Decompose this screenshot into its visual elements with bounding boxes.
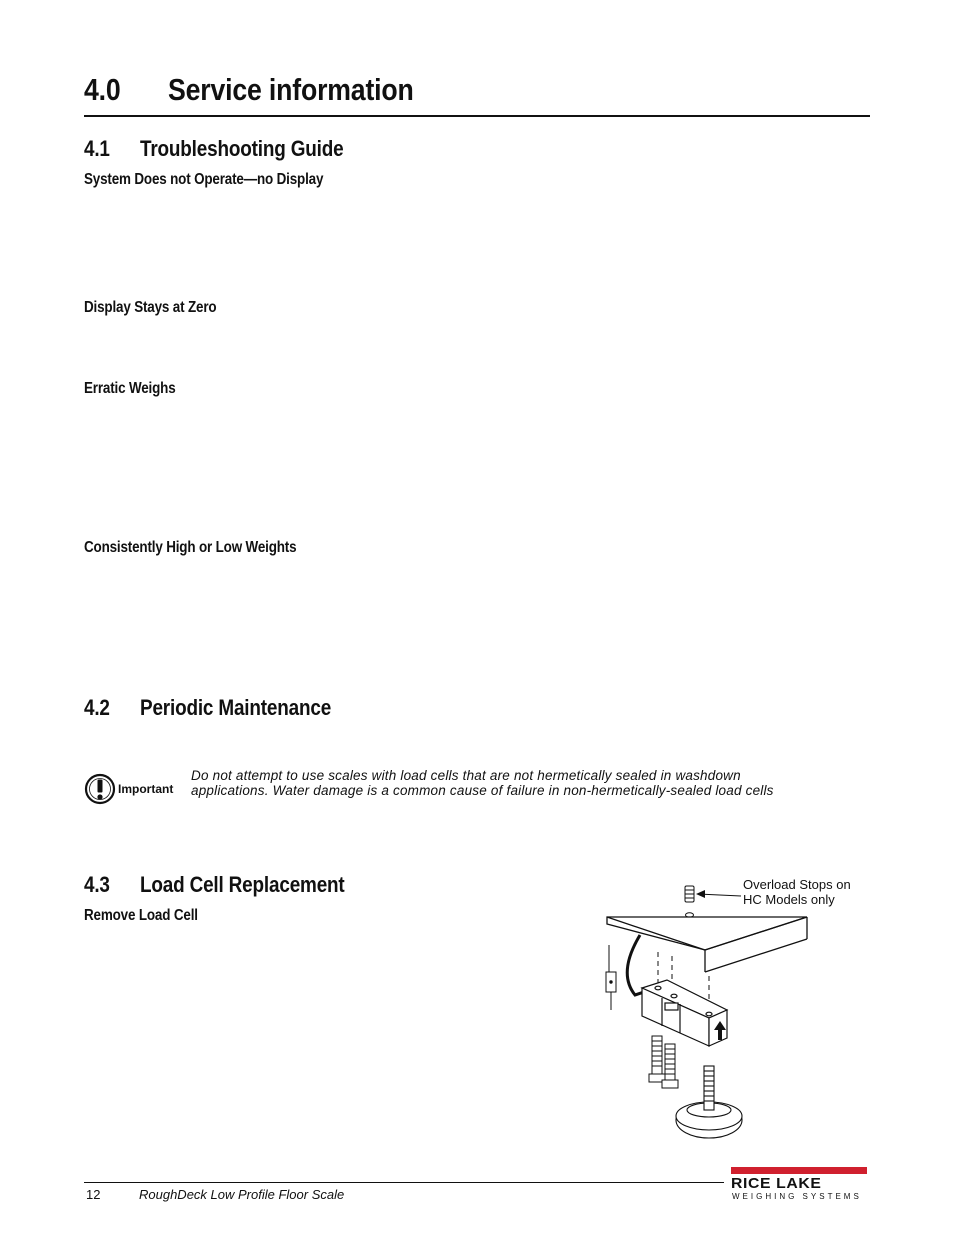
important-text-line: applications. Water damage is a common cause of failure in non-hermetically-sealed load cells: [191, 783, 774, 798]
section-number: 4.3: [84, 872, 110, 897]
mounting-bolts: [649, 1036, 678, 1088]
subheading-stays-zero: Display Stays at Zero: [84, 299, 217, 316]
rice-lake-logo: [731, 1167, 867, 1201]
subheading-high-low: Consistently High or Low Weights: [84, 539, 297, 556]
chapter-number: 4.0: [84, 72, 121, 107]
callout-line: HC Models only: [743, 892, 835, 907]
section-number: 4.1: [84, 136, 110, 161]
important-badge: [84, 773, 184, 805]
subheading-no-display: System Does not Operate—no Display: [84, 171, 324, 188]
important-label: Important: [118, 782, 174, 796]
section-title: Load Cell Replacement: [140, 872, 345, 897]
overload-stop-icon: [685, 886, 694, 917]
load-cell-diagram: [595, 880, 885, 1145]
chapter-rule: [84, 115, 870, 117]
chapter-title: Service information: [168, 72, 414, 107]
logo-name: RICE LAKE: [731, 1175, 822, 1192]
section-title: Troubleshooting Guide: [140, 136, 344, 161]
logo-bar: [731, 1167, 867, 1174]
logo-tagline: WEIGHING SYSTEMS: [732, 1192, 862, 1201]
important-text-line: Do not attempt to use scales with load cells that are not hermetically sealed in washdown: [191, 768, 741, 783]
subheading-remove-cell: Remove Load Cell: [84, 907, 198, 924]
leveling-foot: [676, 1066, 742, 1138]
important-text: [191, 768, 774, 798]
cable-tag: [606, 945, 616, 1010]
deck-corner: [607, 917, 807, 972]
exclamation-icon: [84, 773, 118, 805]
subheading-erratic: Erratic Weighs: [84, 380, 176, 397]
section-number: 4.2: [84, 695, 110, 720]
footer-rule: [84, 1182, 724, 1183]
doc-title: RoughDeck Low Profile Floor Scale: [139, 1187, 345, 1202]
callout-line: Overload Stops on: [743, 877, 851, 892]
section-title: Periodic Maintenance: [140, 695, 332, 720]
page-number: 12: [86, 1187, 101, 1202]
